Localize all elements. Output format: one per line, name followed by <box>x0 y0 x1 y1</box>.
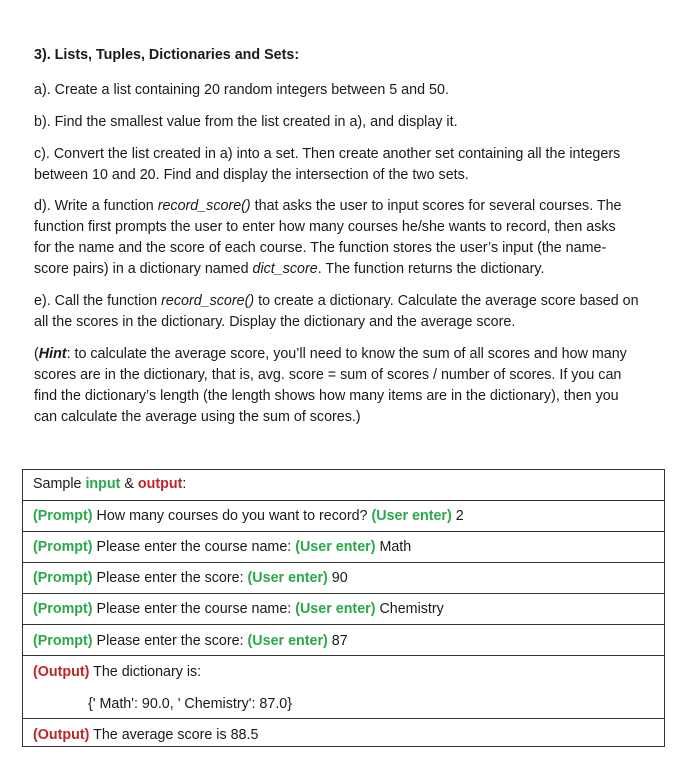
table-row-divider <box>23 531 664 532</box>
prompt-text: Please enter the course name: <box>92 539 296 555</box>
sample-title-output: output <box>137 476 183 492</box>
table-row <box>33 569 348 587</box>
part-d-variable-name: dict_score <box>252 261 318 277</box>
part-e-line-1 <box>34 292 639 310</box>
user-enter-tag: (User enter) <box>295 539 376 555</box>
user-value: 90 <box>327 570 348 586</box>
hint-line-2: scores are in the dictionary, that is, avg. score = sum of scores / number of scores. If you can <box>34 367 622 383</box>
part-a-text: a). Create a list containing 20 random integers between 5 and 50. <box>34 82 449 98</box>
user-enter-tag: (User enter) <box>371 508 452 524</box>
prompt-text: Please enter the score: <box>92 633 248 649</box>
output-tag: (Output) <box>33 727 90 743</box>
hint-label: Hint <box>38 346 67 362</box>
part-c-line-1: c). Convert the list created in a) into a set. Then create another set containing all the integers <box>34 146 621 162</box>
hint-line-1 <box>34 345 627 363</box>
part-e-function-name: record_score() <box>161 293 255 309</box>
output-tag: (Output) <box>33 664 90 680</box>
user-enter-tag: (User enter) <box>247 633 328 649</box>
table-row <box>33 663 201 681</box>
part-d-line-4-pre: score pairs) in a dictionary named <box>34 261 253 277</box>
prompt-text: Please enter the course name: <box>92 601 296 617</box>
prompt-tag: (Prompt) <box>33 570 93 586</box>
part-e-line-1-pre: e). Call the function <box>34 293 162 309</box>
prompt-tag: (Prompt) <box>33 633 93 649</box>
hint-line-4: can calculate the average using the sum of scores.) <box>34 409 361 425</box>
part-d-line-4-post: . The function returns the dictionary. <box>317 261 545 277</box>
table-row-divider <box>23 718 664 719</box>
part-d-line-3: for the name and the score of each course. The function stores the user’s input (the name- <box>34 240 607 256</box>
sample-title-colon: : <box>182 476 187 492</box>
table-row-divider <box>23 562 664 563</box>
prompt-tag: (Prompt) <box>33 539 93 555</box>
sample-title-input: input <box>85 476 121 492</box>
table-row <box>33 726 258 744</box>
part-d-line-2: function first prompts the user to enter how many courses he/she wants to record, then asks <box>34 219 616 235</box>
user-value: Math <box>375 539 412 555</box>
sample-title-pre: Sample <box>33 476 86 492</box>
part-c-line-2: between 10 and 20. Find and display the intersection of the two sets. <box>34 167 469 183</box>
output-text: The average score is 88.5 <box>89 727 259 743</box>
table-row-divider <box>23 655 664 656</box>
table-row <box>33 632 348 650</box>
output-dictionary-value: {' Math': 90.0, ' Chemistry': 87.0} <box>88 696 293 712</box>
table-row <box>33 538 411 556</box>
user-enter-tag: (User enter) <box>295 601 376 617</box>
hint-open-paren: ( <box>34 346 39 362</box>
user-value: Chemistry <box>375 601 444 617</box>
sample-title-amp: & <box>120 476 138 492</box>
part-d-function-name: record_score() <box>157 198 251 214</box>
table-row <box>33 507 464 525</box>
user-enter-tag: (User enter) <box>247 570 328 586</box>
part-e-line-1-post: to create a dictionary. Calculate the average score based on <box>254 293 639 309</box>
part-e-line-2: all the scores in the dictionary. Display the dictionary and the average score. <box>34 314 516 330</box>
part-d-line-1-pre: d). Write a function <box>34 198 158 214</box>
user-value: 2 <box>451 508 464 524</box>
part-d-line-1 <box>34 197 622 215</box>
table-row-divider <box>23 593 664 594</box>
part-b-text: b). Find the smallest value from the list created in a), and display it. <box>34 114 458 130</box>
prompt-text: Please enter the score: <box>92 570 248 586</box>
user-value: 87 <box>327 633 348 649</box>
table-row <box>33 600 444 618</box>
prompt-text: How many courses do you want to record? <box>92 508 372 524</box>
prompt-tag: (Prompt) <box>33 601 93 617</box>
prompt-tag: (Prompt) <box>33 508 93 524</box>
section-heading: 3). Lists, Tuples, Dictionaries and Sets: <box>34 47 300 63</box>
output-text: The dictionary is: <box>89 664 202 680</box>
table-row-divider <box>23 624 664 625</box>
table-row-divider <box>23 500 664 501</box>
part-d-line-4 <box>34 260 544 278</box>
sample-title <box>33 475 186 493</box>
part-d-line-1-post: that asks the user to input scores for several courses. The <box>250 198 622 214</box>
hint-line-3: find the dictionary’s length (the length shows how many items are in the dictionary), then you <box>34 388 619 404</box>
hint-line-1-post: : to calculate the average score, you’ll need to know the sum of all scores and how many <box>66 346 627 362</box>
